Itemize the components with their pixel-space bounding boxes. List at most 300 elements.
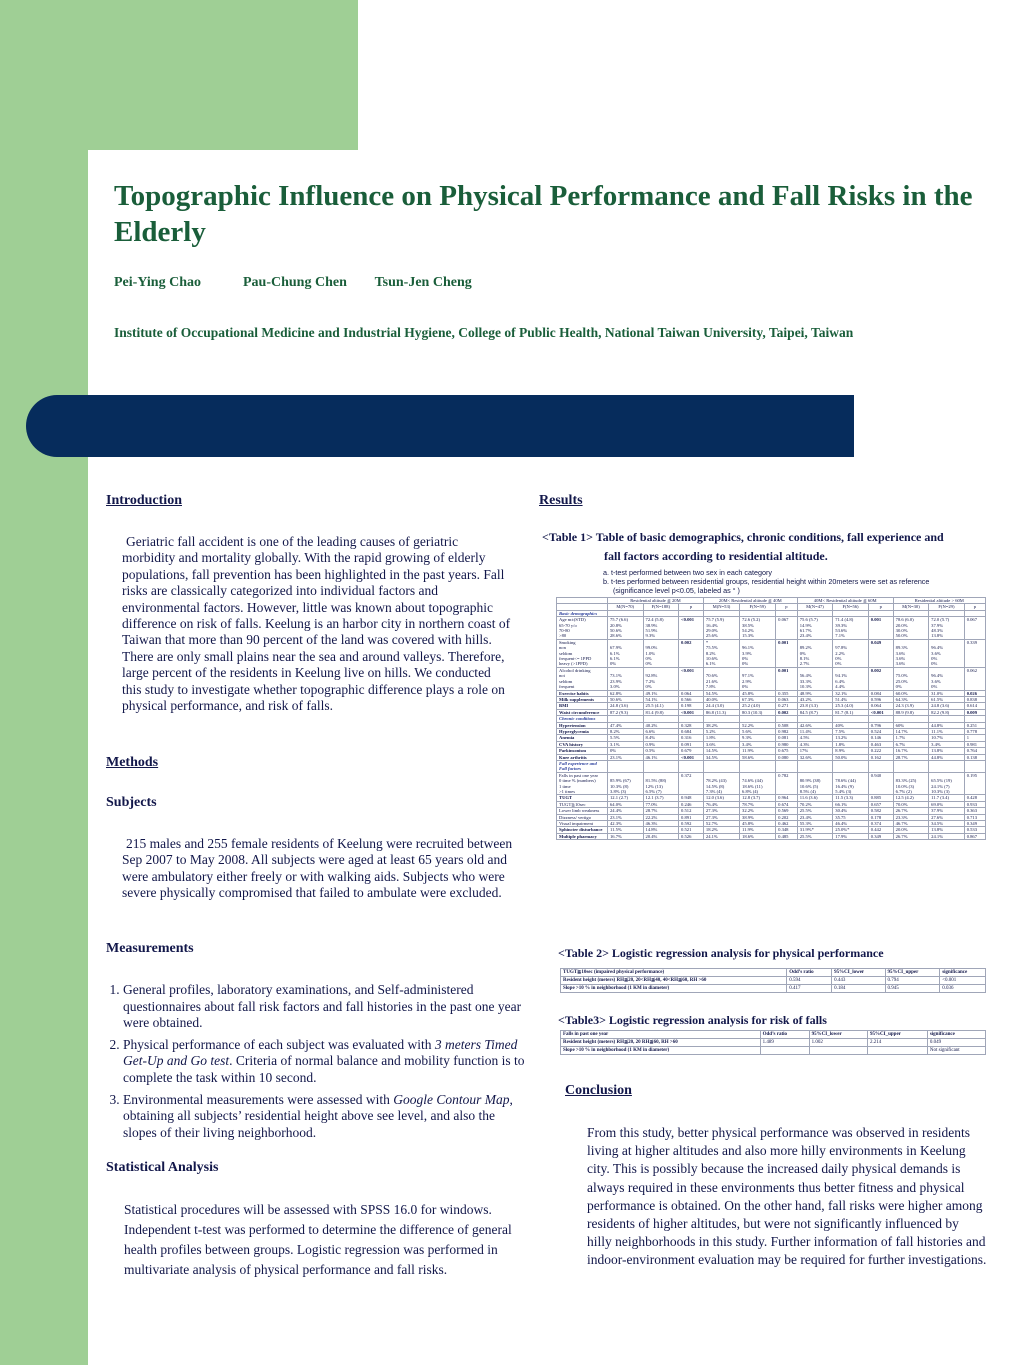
table1-cell: 38.2% (703, 722, 739, 728)
table3-caption: <Table3> Logistic regression analysis for risk of falls (558, 1013, 827, 1027)
table1-cell (740, 760, 776, 772)
table1-cell: 14.5% (703, 748, 739, 754)
table1-cell: 4.3% (797, 741, 833, 747)
table1-cell: 0.981 (964, 741, 985, 747)
table1-cell: 0.009 (964, 709, 985, 715)
table2-cell: 0.036 (940, 985, 986, 993)
table1-cell: 34.5% (703, 754, 739, 760)
table1-cell: 64.3% (893, 696, 929, 702)
table-row (561, 985, 986, 993)
table1-group-cell: Residential altitude > 60M (893, 598, 985, 604)
table1-cell (893, 760, 929, 772)
table1-cell: 0.355 (776, 690, 798, 696)
table1-cell: 85.9% (67) 10.3% (8) 3.8% (3) (608, 772, 644, 795)
statistical-analysis-text: Statistical procedures will be assessed with SPSS 16.0 for windows. Independent t-test was performed to determine the difference of general health profiles between groups. Logistic regression was performed in multivariate analysis of physical performance and fall risks. (124, 1202, 512, 1277)
table1-cell: 0.049 (868, 639, 893, 667)
table1-cell: <0.001 (679, 667, 704, 690)
table3-cell: 1.489 (760, 1039, 809, 1047)
table1-sub-cell: M(N=47) (797, 604, 833, 610)
table2-cell: 0.945 (885, 985, 940, 993)
table1-cell: 0.592 (679, 821, 704, 827)
table1-cell: 0.339 (964, 639, 985, 667)
table1-cell: 23.3% (893, 814, 929, 820)
table1-cell: 27.3% (703, 814, 739, 820)
table1-cell (643, 760, 679, 772)
table1-row-label: Parkinsonism (557, 748, 608, 754)
table-row (557, 772, 986, 795)
table1-cell: 0.162 (868, 754, 893, 760)
table3-cell: 1.002 (809, 1039, 867, 1047)
table1-cell: 26.7% (893, 808, 929, 814)
table3-header-cell: Odd’s ratio (760, 1031, 809, 1039)
table1-cell: 42.3% (608, 821, 644, 827)
table1-cell: 75.7 (5.9) 16.4% 29.0% 25.6% (703, 617, 739, 640)
table2-cell: 0.417 (787, 985, 832, 993)
left-green-bar (0, 0, 88, 1365)
table1-cell: 0.091 (679, 741, 704, 747)
table1-row-label: TUGT≧10sec (557, 801, 608, 807)
table1-cell: 7.5% (833, 728, 869, 734)
table1-cell: 24.8 (3.6) (608, 703, 644, 709)
table1-row-label: Visual impairment (557, 821, 608, 827)
table1-row-label: Dizzness/ vertigo (557, 814, 608, 820)
table1-cell: 20.0% (893, 827, 929, 833)
table1-cell: 8.2% (608, 728, 644, 734)
table1-cell: 17.9% (833, 833, 869, 839)
table1-cell (608, 760, 644, 772)
table1-cell: 24.3 (3.9) (893, 703, 929, 709)
table1-cell: 24.8 (3.6) (929, 703, 965, 709)
table3 (560, 1030, 986, 1055)
table1-cell: 46.4% (833, 821, 869, 827)
table-row (557, 639, 986, 667)
table1-cell: 0.5% (643, 748, 679, 754)
table1-cell: 25.5% (797, 808, 833, 814)
table1-row-label: Waist circumference (557, 709, 608, 715)
table1-cell: 0.062 (964, 667, 985, 690)
table1-cell: 69.0% (929, 801, 965, 807)
table1-cell: 81.7 (8.1) (833, 709, 869, 715)
results-heading: Results (539, 493, 583, 508)
table1-cell: 27.6% (929, 814, 965, 820)
table1-body (557, 610, 986, 839)
table1-cell: 78.2% (43) 14.5% (8) 7.3% (4) (703, 772, 739, 795)
table3-header-cell: 95%CI_upper (868, 1031, 928, 1039)
table2-header-cell: TUGT≧10sec (impaired physical performance) (561, 969, 787, 977)
table1-cell: 0.063 (776, 696, 798, 702)
statistical-analysis-heading: Statistical Analysis (106, 1160, 219, 1175)
table1-cell: 0.684 (679, 728, 704, 734)
table1-cell: 9.3% (740, 735, 776, 741)
table1-cell: 0.462 (776, 821, 798, 827)
table1-cell: 31.9%* (797, 827, 833, 833)
table1-cell: 0.064 (868, 703, 893, 709)
table1-cell: 8.9% (833, 748, 869, 754)
table3-cell: 0.049 (927, 1039, 985, 1047)
table1-cell: 0.222 (868, 748, 893, 754)
table1-cell: 84.5 (8.7) (797, 709, 833, 715)
table1-cell: 0.442 (868, 827, 893, 833)
table1-cell: 0.428 (964, 795, 985, 801)
table1-cell: 12.1 (3.7) (643, 795, 679, 801)
table1-cell: 0.138 (964, 754, 985, 760)
table1-cell: 70.2% (797, 801, 833, 807)
table1-row-label: Smoking non seldom frequent<= 1PPD heavy (>1PPD) (557, 639, 608, 667)
table1-cell: 6.6% (643, 728, 679, 734)
table1-cell: 25.5% (797, 833, 833, 839)
table1-group-cell: 20M< Residential altitude ≦ 40M (703, 598, 797, 604)
table1-cell: 0.328 (679, 722, 704, 728)
table1-cell: 4.5% (797, 735, 833, 741)
table1-cell (868, 760, 893, 772)
table1-cell: 96.1% 3.9% 0% 0% (740, 639, 776, 667)
table1-cell: 72.6 (5.2) 38.5% 54.2% 15.3% (740, 617, 776, 640)
table1-cell: 25.2 (4.0) (740, 703, 776, 709)
table1-cell: <0.001 (679, 754, 704, 760)
table1-cell: 0.067 (776, 617, 798, 640)
author-name: Pau-Chung Chen (242, 275, 347, 290)
measurement-item (123, 1037, 525, 1087)
table1-cell: 48.9% (797, 690, 833, 696)
table1-cell: 12.5 (4.2) (893, 795, 929, 801)
table1-cell: 14.7% (893, 728, 929, 734)
table1-cell: 28.7% (893, 754, 929, 760)
table1-cell: 14.8% (643, 827, 679, 833)
table1-group-cell: 40M< Residential altitude ≦ 60M (797, 598, 893, 604)
table1-cell (776, 760, 798, 772)
table1-sub-cell: F(N=59) (740, 604, 776, 610)
table1-cell: 0.508 (776, 722, 798, 728)
table1-cell: 0.524 (868, 728, 893, 734)
table2-header-cell: 95%CI_upper (885, 969, 940, 977)
table1-cell: 1 (964, 735, 985, 741)
table1-sub-cell: p (679, 604, 704, 610)
table1-cell: 99.0% 1.0% 0% 0% (643, 639, 679, 667)
table1-cell: 11.9% (740, 748, 776, 754)
table1-cell: 0.679 (679, 748, 704, 754)
table1-cell: 1.8% (703, 735, 739, 741)
table2-cell: Resident height (meters) RH≦20, 20<RH≦40, 40<RH≦60, RH >60 (561, 977, 787, 985)
table1-cell: 77.0% (643, 801, 679, 807)
table1-cell: 0.195 (964, 772, 985, 795)
table1-cell: 0.778 (964, 728, 985, 734)
table1-cell: 0.596 (868, 696, 893, 702)
table1-note: b. t-tes performed between residential groups, residential height within 20meters were set as reference (603, 577, 930, 586)
table1-cell: 83.3% (25) 10.0% (3) 6.7% (2) (893, 772, 929, 795)
table1-cell: 32.6% (797, 754, 833, 760)
table1-cell: 24.4% (608, 808, 644, 814)
table1-cell: 80.3 (10.3) (740, 709, 776, 715)
table2-cell: Slope >10 % in neighborhood (1 KM in diameter) (561, 985, 787, 993)
table1-cell (679, 760, 704, 772)
table3-header (561, 1031, 986, 1039)
table1-cell: 0% (608, 748, 644, 754)
conclusion-text: From this study, better physical performance was observed in residents living at higher altitudes and also more hilly environments in Keelung city. This is possibly because the increased daily physical demands is always required in these environments thus better fitness and physical performance is obtained. On the other hand, fall risks were higher among residents of higher altitudes, but were not significantly influenced by hilly neighborhoods in this study. Further information of fall histories and indoor-environment evaluation may be required for further investigations. (587, 1125, 987, 1268)
table1-cell: 30.4% (833, 808, 869, 814)
table3-cell (868, 1047, 928, 1055)
table1-cell: 0.251 (964, 722, 985, 728)
table1-cell: 0.001 (776, 639, 798, 667)
table1-cell: 18.6% (740, 833, 776, 839)
table1-cell: 25.3 (4.0) (833, 703, 869, 709)
table1-cell: 51.4% (833, 696, 869, 702)
table3-header-cell: 95%CI_lower (809, 1031, 867, 1039)
table1-cell: 31.0% (929, 690, 965, 696)
table1-cell: 24.4 (3.0) (703, 703, 739, 709)
table1-cell: 76.4% (703, 801, 739, 807)
table1-cell: 0.713 (964, 814, 985, 820)
table1-cell: * 75.5% 8.2% 10.6% 6.1% (703, 639, 739, 667)
table1-cell: 40% (833, 722, 869, 728)
table1-row-label: CVA history (557, 741, 608, 747)
table1-sub-cell: F(N=56) (833, 604, 869, 610)
table1-row-label: Fall experience and Fall factors (557, 760, 608, 772)
measurements-heading: Measurements (106, 941, 194, 956)
table1-cell: 70.0% (893, 801, 929, 807)
table1-cell: 0.948 (679, 795, 704, 801)
table1-cell: 89.2% 0% 8.1% 2.7% (797, 639, 833, 667)
table1-caption: <Table 1> Table of basic demographics, chronic conditions, fall experience and (542, 530, 944, 544)
table1-row-label: Multiple pharmacy (557, 833, 608, 839)
table3-cell (760, 1047, 809, 1055)
table1-cell: 17% (797, 748, 833, 754)
table1-cell: 49.1% (643, 690, 679, 696)
table1-cell: 24.1% (703, 833, 739, 839)
table1-row-label: TUGT (557, 795, 608, 801)
table1-sub-cell: p (776, 604, 798, 610)
table1-cell: 75.0% 25.0% 0% (893, 667, 929, 690)
measurement-item (123, 982, 525, 1032)
table1-cell: 94.1% 6.4% 4.4% (833, 667, 869, 690)
table1-cell (703, 760, 739, 772)
table1-cell: 40.2% (643, 722, 679, 728)
table1-cell: 54.5% (703, 690, 739, 696)
table1-cell: 0.582 (868, 808, 893, 814)
table1-cell: 11.7 (3.4) (929, 795, 965, 801)
table1-cell: 74.6% (44) 18.6% (11) 6.8% (4) (740, 772, 776, 795)
table-row (557, 617, 986, 640)
table1 (556, 597, 986, 840)
table1-cell: 0.064 (679, 690, 704, 696)
table1-cell: 70.6% 21.6% 7.8% (703, 667, 739, 690)
table1-cell: 81.4 (9.8) (643, 709, 679, 715)
table1-cell: 23.8 (3.3) (797, 703, 833, 709)
table1-cell: 40.0% (703, 696, 739, 702)
table1-cell: 13.2% (833, 735, 869, 741)
table1-cell: 80.9% (38) 10.6% (5) 8.5% (4) (797, 772, 833, 795)
table1-cell: 0.569 (776, 808, 798, 814)
table1-cell (929, 760, 965, 772)
table1-cell: 75.7 (6.6) 20.8% 50.6% 28.6% (608, 617, 644, 640)
table2 (560, 968, 986, 993)
table1-cell: 0.001 (776, 667, 798, 690)
table1-cell: <0.001 (679, 709, 704, 715)
table1-cell: 0.202 (776, 814, 798, 820)
table1-cell: 0.657 (868, 801, 893, 807)
table2-header-cell: Odd’s ratio (787, 969, 832, 977)
table1-cell: 3.1% (608, 741, 644, 747)
table1-cell: 0.885 (868, 795, 893, 801)
table1-row-label: Sphincter disturbance (557, 827, 608, 833)
table1-cell: 0.980 (776, 741, 798, 747)
introduction-heading: Introduction (106, 493, 182, 508)
table1-cell: 72.4 (5.8) 38.9% 51.9% 9.3% (643, 617, 679, 640)
table1-sub-cell: p (964, 604, 985, 610)
table1-cell: 0.674 (776, 801, 798, 807)
table1-cell: 45.8% (740, 690, 776, 696)
table1-cell: 67.3% (740, 696, 776, 702)
header-band (26, 395, 854, 457)
table1-cell: 25.0%* (833, 827, 869, 833)
table1-cell: 0.675 (776, 748, 798, 754)
table1-cell: 0.198 (679, 703, 704, 709)
table1-cell: 8.4% (643, 735, 679, 741)
table1-cell: 87.2 (9.3) (608, 709, 644, 715)
table2-header-cell: significance (940, 969, 986, 977)
table1-cell: 0.081 (776, 735, 798, 741)
table1-cell: 64.0% (608, 801, 644, 807)
table1-cell: 28.7% (643, 808, 679, 814)
table1-cell: 20.4% (643, 833, 679, 839)
table-row (561, 1047, 986, 1055)
table1-cell: 12.0 (3.6) (703, 795, 739, 801)
table1-sub-cell: M(N=30) (893, 604, 929, 610)
table1-cell: 56.4% 33.3% 10.3% (797, 667, 833, 690)
table1-cell: 11.1% (929, 728, 965, 734)
table1-cell: 0.933 (964, 801, 985, 807)
table3-header-cell: Falls in past one year (561, 1031, 761, 1039)
author-name: Tsun-Jen Cheng (374, 275, 472, 290)
measurements-list (106, 982, 525, 1146)
table1-cell: 11.9% (740, 827, 776, 833)
table1-cell: 0.146 (868, 735, 893, 741)
table1-cell: 0.067 (964, 617, 985, 640)
table1-cell (964, 760, 985, 772)
table1-cell: 0.796 (868, 722, 893, 728)
table1-row-label: Hypertension (557, 722, 608, 728)
table1-cell: 0.002 (679, 639, 704, 667)
table2-cell: 0.794 (885, 977, 940, 985)
subjects-text: 215 males and 255 female residents of Keelung were recruited between Sep 2007 to May 2008. All subjects were aged at least 65 years old and were ambulatory either freely or with walking aids. Subjects who were severe physically compromised that failed to ambulate were excluded. (122, 836, 513, 901)
table1-cell: 0.348 (776, 827, 798, 833)
table1-note: (significance level p<0.05, labeled as ° ) (613, 586, 740, 595)
table1-cell: 13.8% (929, 748, 965, 754)
table1-cell: 5.2% (703, 728, 739, 734)
table-row (557, 833, 986, 839)
table1-cell: <0.001 (679, 617, 704, 640)
table1-cell: 0.372 (679, 772, 704, 795)
table-row (557, 667, 986, 690)
measurement-text: Physical performance of each subject was evaluated with (123, 1036, 435, 1052)
table1-cell: 0.940 (868, 772, 893, 795)
table1-cell: 13.8% (929, 827, 965, 833)
measurement-text: Environmental measurements were assessed with (123, 1091, 394, 1107)
table1-note: a. t-test performed between two sex in each category (603, 568, 772, 577)
table1-cell: 23.1% (608, 754, 644, 760)
table1-cell: 24.1% (929, 833, 965, 839)
table1-cell: 89.3% 3.6% 3.6% 3.6% (893, 639, 929, 667)
table1-cell: 71.4 (4.8) 39.3% 53.6% 7.1% (833, 617, 869, 640)
table1-cell: 45.8% (740, 821, 776, 827)
measurement-text: . Criteria of normal balance and mobility function is to complete the task within 10 second. (123, 1053, 525, 1085)
table1-cell: 65.5% (19) 24.1% (7) 10.3% (3) (929, 772, 965, 795)
table1-cell: 0.521 (679, 827, 704, 833)
table2-cell: <0.001 (940, 977, 986, 985)
table1-cell: 32.1% (833, 690, 869, 696)
poster-title: Topographic Influence on Physical Performance and Fall Risks in the Elderly (114, 180, 973, 248)
table1-cell: 78.6% (44) 16.4% (9) 5.4% (3) (833, 772, 869, 795)
table3-cell: 2.214 (868, 1039, 928, 1047)
table1-sub-cell: M(N=53) (703, 604, 739, 610)
table1-cell: 0.246 (679, 801, 704, 807)
table1-cell: 35.75 (833, 814, 869, 820)
table1-cell: 0.891 (679, 814, 704, 820)
table1-row-label: Basic demographics (557, 610, 608, 616)
table1-cell: 78.7% (740, 801, 776, 807)
table1-cell: 6.7% (893, 741, 929, 747)
introduction-text: Geriatric fall accident is one of the leading causes of geriatric morbidity and mortality globally. With the rapid growing of elderly populations, fall prevention has been highlighted in the past years. Fall risks are classically categorized into individual factors and environmental factors. However, little was known about topographic difference on risk of falls. Keelung is an harbor city in northern coast of Taiwan that more than 90 percent of the land was covered with hills. There are only small plains near the sea and around valleys. Therefore, large percent of the residents in Keelung live on hills. We conducted this study to investigate whether topographic difference plays a role on physical performance, and risk of falls. (122, 534, 511, 714)
table2-cell: 0.443 (832, 977, 885, 985)
top-green-block (88, 0, 358, 150)
table3-cell: Resident height (meters) RH≦20, 20 RH≦60, RH >60 (561, 1039, 761, 1047)
table1-row-label: Exercise habits (557, 690, 608, 696)
table1-cell: 12.1 (2.7) (608, 795, 644, 801)
table1-row-label: BMI (557, 703, 608, 709)
table2-cell: 0.594 (787, 977, 832, 985)
table1-cell: 1.8% (833, 741, 869, 747)
table1-cell: 0.512 (679, 808, 704, 814)
table1-cell: 5.6% (740, 728, 776, 734)
table1-cell: 0.485 (776, 833, 798, 839)
table1-cell: 37.9% (929, 808, 965, 814)
table1-cell: 55.3% (797, 821, 833, 827)
table1-cell: 96.4% 3.6% 0% (929, 667, 965, 690)
table1-row-label: Knee arthritis (557, 754, 608, 760)
table1-cell: 11.5 (3.3) (833, 795, 869, 801)
table2-cell: 0.184 (832, 985, 885, 993)
table1-cell: 58.6% (740, 754, 776, 760)
table1-sub-cell: M(N=70) (608, 604, 644, 610)
measurement-item (123, 1092, 525, 1142)
table1-row-label: Age m±(STD) 65-70 y/o 70-80 >80 (557, 617, 608, 640)
table1-cell: 0.002 (776, 709, 798, 715)
table1-cell: 38.9% (740, 814, 776, 820)
table1-cell: 92.8% 7.2% 0% (643, 667, 679, 690)
table1-cell: 26.7% (893, 833, 929, 839)
table1-cell: 10.7% (929, 735, 965, 741)
table3-header-cell: significance (927, 1031, 985, 1039)
table1-cell: 3.4% (740, 741, 776, 747)
table1-cell: 46.7% (893, 821, 929, 827)
table1-cell: 16.7% (893, 748, 929, 754)
table1-cell: 88.9 (9.8) (893, 709, 929, 715)
table1-cell: 96.4% 3.6% 0% 0% (929, 639, 965, 667)
table1-sub-cell: F(N=188) (643, 604, 679, 610)
table1-cell: 16.7% (608, 833, 644, 839)
table1-cell: 46.3% (643, 821, 679, 827)
table1-cell: 97.1% 2.9% 0% (740, 667, 776, 690)
table1-cell: 50.6% (608, 696, 644, 702)
table3-cell: Not significant (927, 1047, 985, 1055)
table1-cell: 0.271 (776, 703, 798, 709)
table1-cell: 0.867 (964, 833, 985, 839)
table1-cell: 66.1% (833, 801, 869, 807)
affiliation: Institute of Occupational Medicine and Industrial Hygiene, College of Public Health, National Taiwan University, Taipei, Taiwan (114, 325, 854, 340)
table1-cell: 86.8 (11.3) (703, 709, 739, 715)
measurement-emphasis: 3 meters Timed Get-Up and Go test (123, 1036, 518, 1069)
table1-cell: 0.614 (964, 703, 985, 709)
table1-cell: 97.8% 2.2% 0% 0% (833, 639, 869, 667)
